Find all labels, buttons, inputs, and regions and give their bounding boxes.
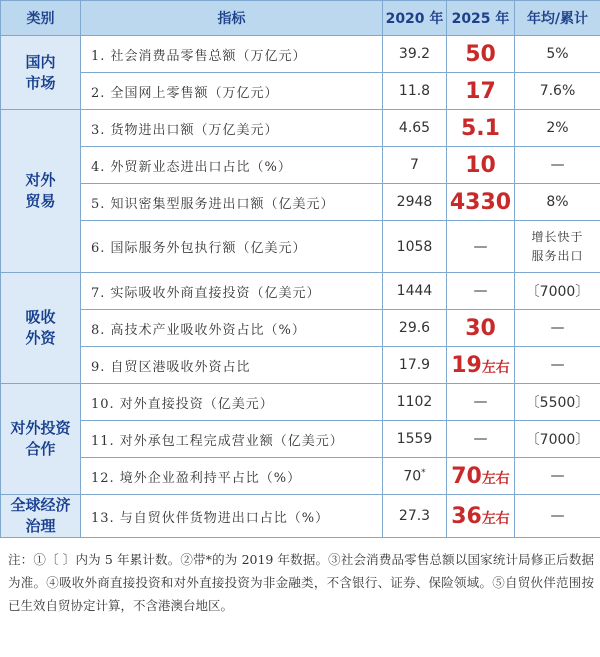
- category-global-governance: 全球经济 治理: [1, 495, 81, 538]
- value-2020: 39.2: [383, 36, 447, 73]
- avg-value: 〔7000〕: [515, 273, 600, 310]
- asterisk-mark: *: [421, 467, 426, 478]
- header-avg: 年均/累计: [515, 1, 600, 36]
- indicator-cell: 8. 高技术产业吸收外资占比（%）: [81, 310, 383, 347]
- avg-value: —: [515, 347, 600, 384]
- table-row: [1, 73, 600, 110]
- value-2020: 4.65: [383, 110, 447, 147]
- avg-value: —: [515, 458, 600, 495]
- value-2020: 29.6: [383, 310, 447, 347]
- target-2025: 17: [447, 73, 515, 110]
- table-row: [1, 384, 600, 421]
- indicator-cell: 13. 与自贸伙伴货物进出口占比（%）: [81, 495, 383, 538]
- avg-value: 2%: [515, 110, 600, 147]
- header-row: [1, 1, 600, 36]
- target-2025: 50: [447, 36, 515, 73]
- indicator-cell: 11. 对外承包工程完成营业额（亿美元）: [81, 421, 383, 458]
- indicator-cell: 12. 境外企业盈利持平占比（%）: [81, 458, 383, 495]
- header-indicator: 指标: [81, 1, 383, 36]
- indicator-cell: 3. 货物进出口额（万亿美元）: [81, 110, 383, 147]
- avg-value: —: [515, 147, 600, 184]
- avg-value: 8%: [515, 184, 600, 221]
- value-2020: 1444: [383, 273, 447, 310]
- avg-value: —: [515, 495, 600, 538]
- indicator-cell: 9. 自贸区港吸收外资占比: [81, 347, 383, 384]
- indicator-cell: 6. 国际服务外包执行额（亿美元）: [81, 221, 383, 273]
- avg-value: 5%: [515, 36, 600, 73]
- indicator-cell: 5. 知识密集型服务进出口额（亿美元）: [81, 184, 383, 221]
- table-row: [1, 147, 600, 184]
- value-2020: 17.9: [383, 347, 447, 384]
- avg-value: 增长快于 服务出口: [515, 221, 600, 273]
- table-row: [1, 273, 600, 310]
- target-2025: 19左右: [447, 347, 515, 384]
- value-2020: 1058: [383, 221, 447, 273]
- indicator-cell: 7. 实际吸收外商直接投资（亿美元）: [81, 273, 383, 310]
- target-2025: —: [447, 273, 515, 310]
- value-2020: 11.8: [383, 73, 447, 110]
- indicator-cell: 2. 全国网上零售额（万亿元）: [81, 73, 383, 110]
- target-2025: 30: [447, 310, 515, 347]
- indicator-cell: 10. 对外直接投资（亿美元）: [81, 384, 383, 421]
- avg-value: —: [515, 310, 600, 347]
- category-domestic-market: 国内 市场: [1, 36, 81, 110]
- header-2020: 2020 年: [383, 1, 447, 36]
- table-row: [1, 184, 600, 221]
- value-2020: 27.3: [383, 495, 447, 538]
- header-2025: 2025 年: [447, 1, 515, 36]
- category-foreign-trade: 对外 贸易: [1, 110, 81, 273]
- target-2025: —: [447, 221, 515, 273]
- avg-value: 7.6%: [515, 73, 600, 110]
- category-foreign-investment: 吸收 外资: [1, 273, 81, 384]
- table-row: [1, 36, 600, 73]
- value-2020: 2948: [383, 184, 447, 221]
- target-2025: —: [447, 384, 515, 421]
- table-row: [1, 495, 600, 538]
- table-row: [1, 310, 600, 347]
- target-2025: 10: [447, 147, 515, 184]
- indicator-cell: 4. 外贸新业态进出口占比（%）: [81, 147, 383, 184]
- target-2025: 36左右: [447, 495, 515, 538]
- footnote: 注：①〔 〕内为 5 年累计数。②带*的为 2019 年数据。③社会消费品零售总额以国家统计局修正后数据为准。④吸收外商直接投资和对外直接投资为非金融类，不含银行、证券、保险领域。⑤自贸伙伴范围按已生效自贸协定计算，不含港澳台地区。: [8, 552, 594, 613]
- value-2020: 1102: [383, 384, 447, 421]
- header-category: 类别: [1, 1, 81, 36]
- table-row: [1, 458, 600, 495]
- category-outward-investment: 对外投资 合作: [1, 384, 81, 495]
- target-2025: 70左右: [447, 458, 515, 495]
- avg-value: 〔7000〕: [515, 421, 600, 458]
- table-row: [1, 110, 600, 147]
- avg-value: 〔5500〕: [515, 384, 600, 421]
- value-2020: 1559: [383, 421, 447, 458]
- table-row: [1, 347, 600, 384]
- value-2020: 7: [383, 147, 447, 184]
- indicator-cell: 1. 社会消费品零售总额（万亿元）: [81, 36, 383, 73]
- target-2025: 4330: [447, 184, 515, 221]
- target-2025: —: [447, 421, 515, 458]
- target-2025: 5.1: [447, 110, 515, 147]
- value-2020: 70*: [383, 458, 447, 495]
- table-row: [1, 221, 600, 273]
- table-row: [1, 421, 600, 458]
